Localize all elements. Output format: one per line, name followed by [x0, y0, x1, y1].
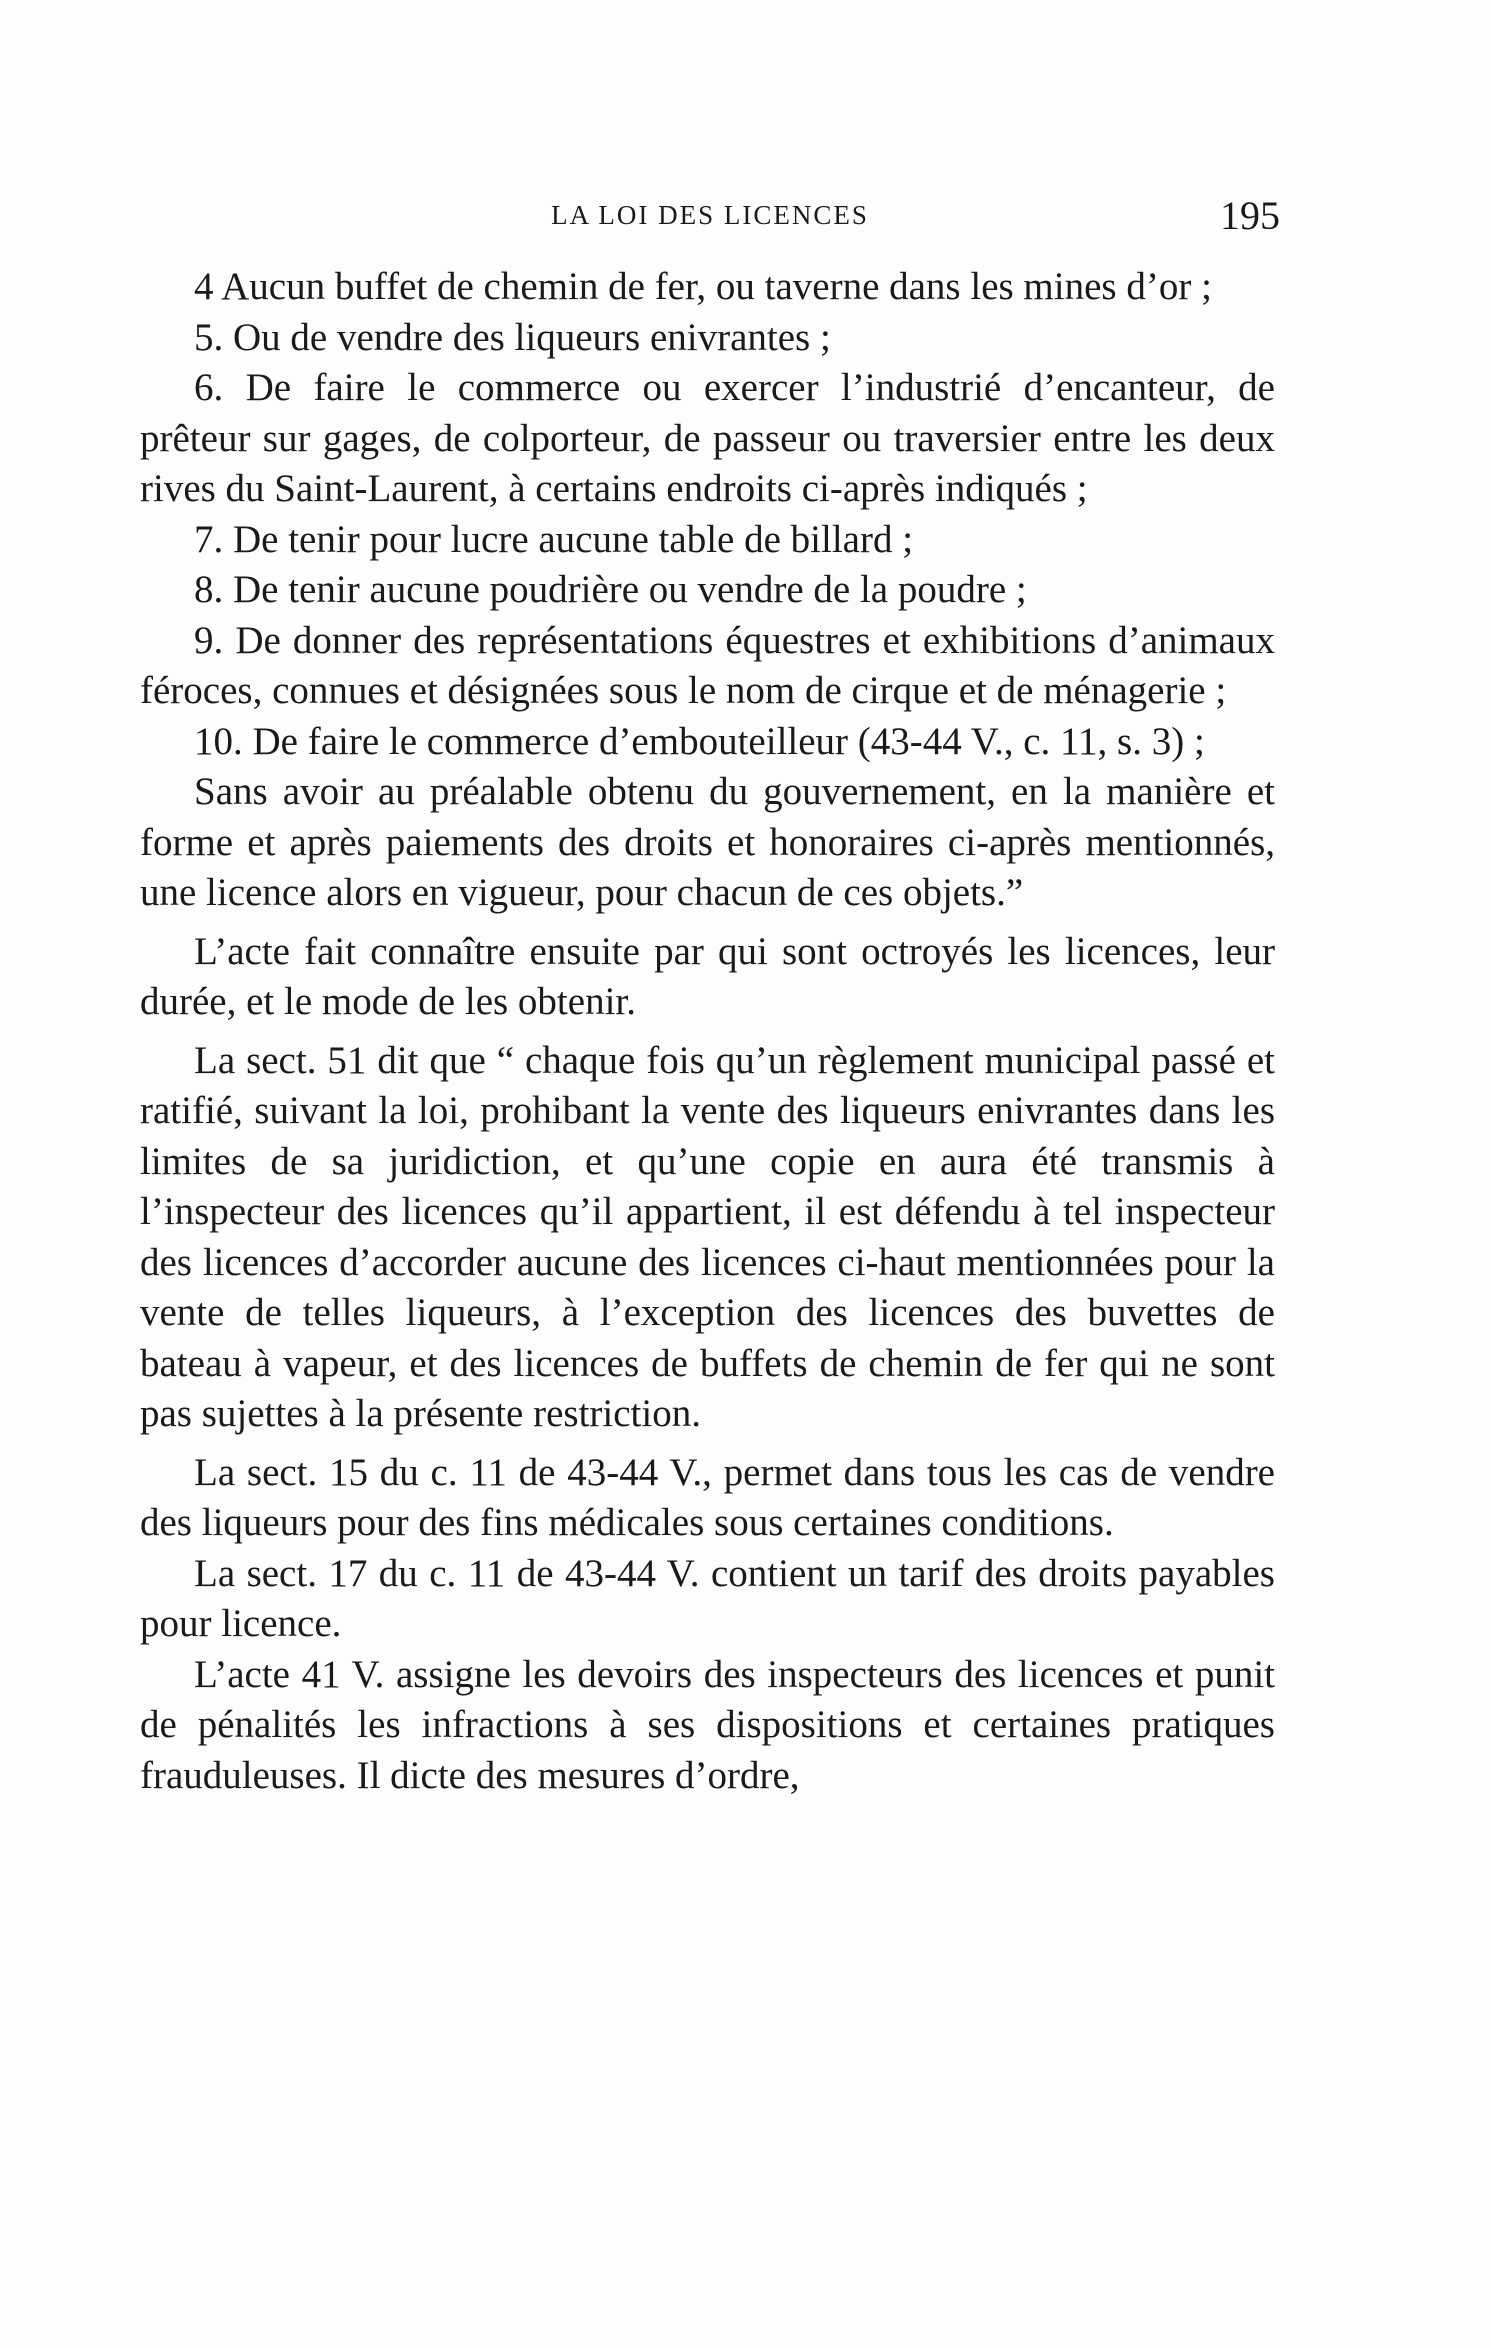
paragraph-item-7: 7. De tenir pour lucre aucune table de billard ;: [194, 517, 914, 561]
paragraph-item-6: 6. De faire le commerce ou exercer l’industrié d’encanteur, de prêteur sur gages, de colporteur, de passeur ou traversier entre les deux rives du Saint-Laurent, à certains endroits ci-après indiqués ;: [140, 366, 1275, 510]
paragraph-licence-granting: L’acte fait connaître ensuite par qui sont octroyés les licences, leur durée, et le mode de les obtenir.: [140, 929, 1275, 1023]
body-text: [140, 262, 1275, 1801]
paragraph-item-9: 9. De donner des représentations équestres et exhibitions d’animaux féroces, connues et désignées sous le nom de cirque et de ménagerie ;: [140, 618, 1275, 712]
paragraph-item-5: 5. Ou de vendre des liqueurs enivrantes ;: [194, 315, 831, 359]
paragraph-licence-requirement: Sans avoir au préalable obtenu du gouvernement, en la manière et forme et après paiements des droits et honoraires ci-après mentionnés, une licence alors en vigueur, pour chacun de ces objets.”: [140, 770, 1275, 914]
paragraph-item-4: 4 Aucun buffet de chemin de fer, ou taverne dans les mines d’or ;: [194, 265, 1212, 308]
paragraph-section-17: La sect. 17 du c. 11 de 43-44 V. contient un tarif des droits payables pour licence.: [140, 1551, 1275, 1645]
paragraph-section-51: La sect. 51 dit que “ chaque fois qu’un règlement municipal passé et ratifié, suivant la loi, prohibant la vente des liqueurs enivrantes dans les limites de sa juridiction, et qu’une copie en aura été transmis à l’inspecteur des licences qu’il appartient, il est défendu à tel inspecteur des licences d’accorder aucune des licences ci-haut mentionnées pour la vente de telles liqueurs, à l’exception des licences des buvettes de bateau à vapeur, et des licences de buffets de chemin de fer qui ne sont pas sujettes à la présente restriction.: [140, 1038, 1275, 1435]
paragraph-item-8: 8. De tenir aucune poudrière ou vendre de la poudre ;: [194, 568, 1027, 611]
paragraph-section-15: La sect. 15 du c. 11 de 43-44 V., permet dans tous les cas de vendre des liqueurs pour des fins médicales sous certaines conditions.: [140, 1450, 1275, 1544]
paragraph-item-10: 10. De faire le commerce d’embouteilleur (43-44 V., c. 11, s. 3) ;: [194, 719, 1205, 763]
paragraph-act-41: L’acte 41 V. assigne les devoirs des inspecteurs des licences et punit de pénalités les infractions à ses dispositions et certaines pratiques frauduleuses. Il dicte des mesures d’ordre,: [140, 1652, 1275, 1797]
page-header: [140, 193, 1280, 238]
running-title: LA LOI DES LICENCES: [551, 200, 869, 230]
page-number: 195: [1220, 193, 1280, 238]
